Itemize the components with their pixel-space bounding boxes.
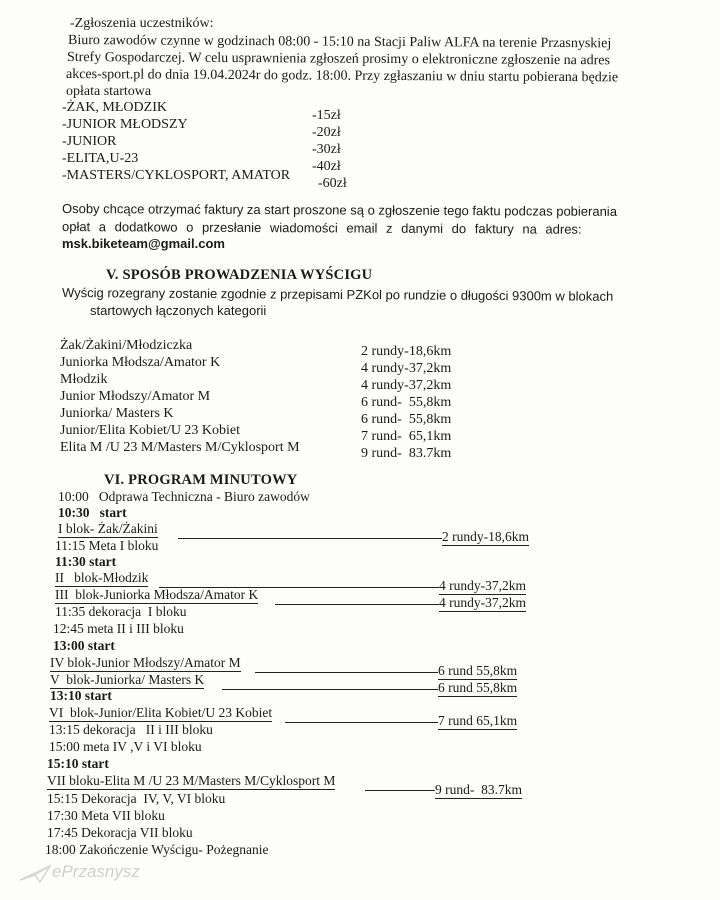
rounds-category-3: Młodzik xyxy=(60,372,108,387)
program-line-12-row xyxy=(50,672,528,695)
program-line-18: VII bloku-Elita M /U 23 M/Masters M/Cyklosport M xyxy=(47,773,336,788)
program-line-3-row xyxy=(58,521,536,544)
program-line-18-row xyxy=(47,773,533,797)
program-line-1: 10:00 Odprawa Techniczna - Biuro zawodów xyxy=(58,489,310,504)
registration-line-4: opłata startowa xyxy=(66,84,152,99)
program-line-2: 10:30 start xyxy=(58,505,127,520)
section-5-line-2: startowych łączonych kategorii xyxy=(90,303,267,318)
program-line-17: 15:10 start xyxy=(47,756,109,771)
rounds-distance-7: 9 rund- 83.7km xyxy=(361,446,452,461)
program-line-9: 12:45 meta II i III bloku xyxy=(53,621,184,636)
section-5-line-1: Wyścig rozegrany zostanie zgodnie z przepisami PZKol po rundzie o długości 9300m w blokach xyxy=(61,285,614,304)
rounds-category-7: Elita M /U 23 M/Masters M/Cyklosport M xyxy=(60,440,300,455)
fee-price-4: -40zł xyxy=(312,159,341,174)
fee-price-5: -60zł xyxy=(318,176,347,191)
rounds-category-2: Juniorka Młodsza/Amator K xyxy=(60,355,221,370)
registration-line-2: Strefy Gospodarczej. W celu usprawnienia zgłoszeń prosimy o elektroniczne zgłoszenie na adres xyxy=(66,50,610,69)
invoice-email: msk.biketeam@gmail.com xyxy=(62,236,225,251)
program-line-18-distance: 9 rund- 83.7km xyxy=(435,782,522,797)
program-line-16: 15:00 meta IV ,V i VI bloku xyxy=(49,739,202,754)
program-line-3-rule xyxy=(178,538,442,539)
invoice-line-2: opłat a dodatkowo o przesłanie wiadomości email z danymi do faktury na adres: xyxy=(61,219,582,237)
program-line-11-row xyxy=(50,655,528,678)
program-line-22: 18:00 Zakończenie Wyścigu- Pożegnanie xyxy=(45,842,269,857)
program-line-12: V blok-Juniorka/ Masters K xyxy=(50,672,205,687)
invoice-line-1: Osoby chcące otrzymać faktury za start proszone są o zgłoszenie tego faktu podczas pobierania xyxy=(61,201,618,219)
program-line-3: I blok- Żak/Żakini xyxy=(58,521,158,536)
program-line-6: II blok-Młodzik xyxy=(55,570,149,585)
program-line-12-rule xyxy=(222,689,438,690)
arrow-icon xyxy=(18,858,54,888)
program-line-14-distance: 7 rund 65,1km xyxy=(438,713,518,728)
fee-price-3: -30zł xyxy=(312,142,341,157)
program-line-8: 11:35 dekoracja I bloku xyxy=(55,604,187,619)
program-line-6-distance: 4 rundy-37,2km xyxy=(439,578,526,593)
program-line-7-rule xyxy=(275,604,439,605)
fee-category-4: -ELITA,U-23 xyxy=(62,151,139,166)
program-line-21: 17:45 Dekoracja VII bloku xyxy=(47,825,193,840)
fee-category-2: -JUNIOR MŁODSZY xyxy=(62,117,188,132)
fee-price-2: -20zł xyxy=(312,125,341,140)
program-line-7-distance: 4 rundy-37,2km xyxy=(439,595,526,610)
program-line-13: 13:10 start xyxy=(50,688,112,703)
registration-line-3: akces-sport.pl do dnia 19.04.2024r do godz. 18:00. Przy zgłaszaniu w dniu startu pobierana będzie xyxy=(65,67,619,86)
program-line-4: 11:15 Meta I bloku xyxy=(55,538,159,553)
program-line-3-distance: 2 rundy-18,6km xyxy=(442,529,529,544)
fee-price-1: -15zł xyxy=(312,108,341,123)
program-line-7-row xyxy=(55,587,535,610)
section-5-heading: V. SPOSÓB PROWADZENIA WYŚCIGU xyxy=(106,267,373,283)
program-line-12-distance: 6 rund 55,8km xyxy=(438,680,518,695)
program-line-7: III blok-Juniorka Młodsza/Amator K xyxy=(55,587,259,602)
fee-category-3: -JUNIOR xyxy=(62,134,117,149)
program-line-20: 17:30 Meta VII bloku xyxy=(47,808,165,823)
rounds-distance-3: 4 rundy-37,2km xyxy=(361,378,452,393)
program-line-14-rule xyxy=(285,722,438,723)
fee-category-1: -ŻAK, MŁODZIK xyxy=(62,100,167,115)
program-line-11: IV blok-Junior Młodszy/Amator M xyxy=(50,655,241,670)
registration-line-1: Biuro zawodów czynne w godzinach 08:00 - 15:10 na Stacji Paliw ALFA na terenie Przasnyskiej xyxy=(67,33,612,52)
watermark-logo xyxy=(18,858,158,888)
rounds-category-6: Junior/Elita Kobiet/U 23 Kobiet xyxy=(60,423,241,438)
rounds-category-1: Żak/Żakini/Młodziczka xyxy=(60,338,193,353)
program-line-5: 11:30 start xyxy=(55,554,117,569)
program-line-6-row xyxy=(55,570,535,593)
rounds-category-4: Junior Młodszy/Amator M xyxy=(60,389,211,404)
rounds-category-5: Juniorka/ Masters K xyxy=(60,406,174,421)
program-line-11-distance: 6 rund 55,8km xyxy=(438,663,518,678)
program-line-14-row xyxy=(49,705,527,728)
registration-title: -Zgłoszenia uczestników: xyxy=(70,16,214,31)
program-line-14: VI blok-Junior/Elita Kobiet/U 23 Kobiet xyxy=(49,705,273,720)
rounds-distance-6: 7 rund- 65,1km xyxy=(361,429,452,444)
rounds-distance-1: 2 rundy-18,6km xyxy=(361,344,452,359)
rounds-distance-4: 6 rund- 55,8km xyxy=(361,395,452,410)
program-line-10: 13:00 start xyxy=(53,638,115,653)
watermark-text: ePrzasnysz xyxy=(52,862,140,881)
program-line-15: 13:15 dekoracja II i III bloku xyxy=(49,722,213,737)
program-line-19: 15:15 Dekoracja IV, V, VI bloku xyxy=(47,791,226,806)
fee-category-5: -MASTERS/CYKLOSPORT, AMATOR xyxy=(62,168,291,183)
rounds-distance-2: 4 rundy-37,2km xyxy=(361,361,452,376)
section-6-heading: VI. PROGRAM MINUTOWY xyxy=(104,472,298,488)
program-line-18-rule xyxy=(365,790,435,791)
rounds-distance-5: 6 rund- 55,8km xyxy=(361,412,452,427)
